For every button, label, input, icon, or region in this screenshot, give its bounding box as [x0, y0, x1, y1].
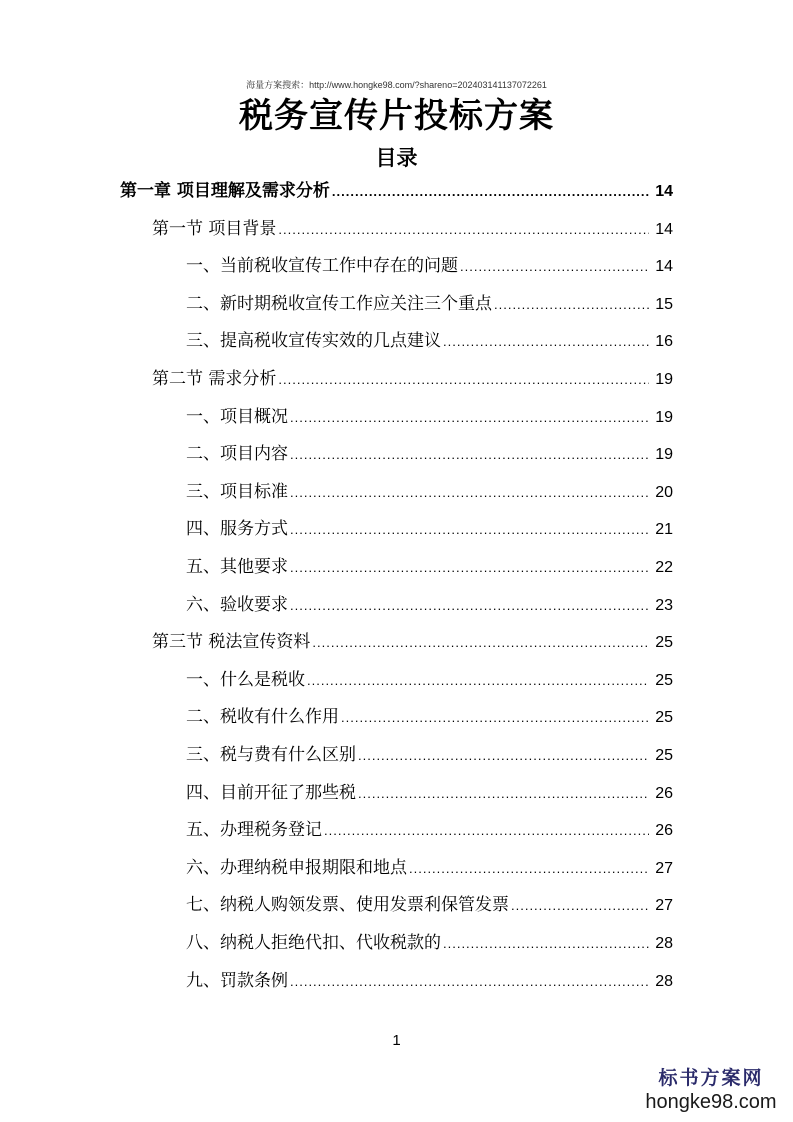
toc-entry-page: 20 — [655, 483, 673, 501]
toc-dot-leader — [460, 252, 649, 282]
toc-dot-leader — [312, 628, 649, 658]
toc-entry-title: 六、办理纳税申报期限和地点 — [186, 857, 407, 878]
toc-entry-title: 三、税与费有什么区别 — [186, 745, 356, 765]
toc-entry-page: 25 — [655, 634, 673, 652]
watermark-en-text: hongke98.com — [645, 1091, 777, 1113]
toc-entry-item[interactable] — [186, 326, 673, 356]
toc-entry-item[interactable] — [186, 928, 673, 958]
toc-entry-page: 21 — [655, 521, 673, 539]
toc-entry-title: 二、项目内容 — [186, 444, 288, 465]
toc-entry-item[interactable] — [186, 966, 673, 996]
toc-entry-page: 14 — [655, 220, 673, 238]
toc-entry-page: 28 — [655, 935, 673, 952]
toc-dot-leader — [290, 403, 649, 433]
toc-entry-title: 一、项目概况 — [186, 406, 288, 427]
toc-entry-item[interactable] — [186, 552, 673, 582]
toc-entry-chapter[interactable] — [120, 176, 673, 206]
toc-dot-leader — [290, 515, 649, 545]
toc-entry-item[interactable] — [186, 702, 673, 732]
toc-dot-leader — [324, 816, 649, 846]
toc-entry-item[interactable] — [186, 815, 673, 845]
toc-dot-leader — [290, 553, 649, 583]
toc-entry-title: 三、项目标准 — [186, 481, 288, 502]
toc-entry-page: 14 — [655, 258, 673, 276]
header-url-line[interactable]: 海量方案搜索：http://www.hongke98.com/?shareno=20240314113707226​1 — [246, 80, 547, 90]
toc-entry-item[interactable] — [186, 251, 673, 281]
toc-dot-leader — [332, 177, 649, 207]
toc-entry-title: 八、纳税人拒绝代扣、代收税款的 — [186, 933, 441, 953]
toc-entry-title: 一、当前税收宣传工作中存在的问题 — [186, 256, 458, 277]
toc-dot-leader — [511, 891, 649, 921]
toc-entry-title: 第一章 项目理解及需求分析 — [120, 181, 330, 201]
toc-entry-title: 第一节 项目背景 — [152, 218, 277, 239]
toc-entry-title: 六、验收要求 — [186, 594, 288, 615]
toc-entry-title: 二、税收有什么作用 — [186, 707, 339, 728]
toc-entry-page: 27 — [655, 859, 673, 877]
toc-entry-page: 25 — [655, 709, 673, 727]
toc-entry-item[interactable] — [186, 590, 673, 620]
toc-entry-title: 第三节 税法宣传资料 — [152, 632, 311, 653]
toc-dot-leader — [443, 929, 649, 959]
toc-entry-item[interactable] — [186, 402, 673, 432]
toc-entry-section[interactable] — [152, 627, 673, 657]
toc-entry-item[interactable] — [186, 514, 673, 544]
toc-dot-leader — [290, 440, 649, 470]
toc-dot-leader — [358, 741, 649, 771]
toc-entry-title: 一、什么是税收 — [186, 669, 305, 690]
toc-entry-item[interactable] — [186, 477, 673, 507]
toc-entry-page: 15 — [655, 295, 673, 313]
toc-dot-leader — [443, 327, 649, 357]
toc-entry-title: 四、目前开征了那些税 — [186, 782, 356, 803]
toc-entry-title: 七、纳税人购领发票、使用发票利保管发票 — [186, 895, 509, 916]
toc-entry-page: 26 — [655, 784, 673, 802]
toc-entry-page: 25 — [655, 747, 673, 764]
toc-entry-title: 三、提高税收宣传实效的几点建议 — [186, 331, 441, 352]
toc-entry-title: 二、新时期税收宣传工作应关注三个重点 — [186, 293, 492, 314]
toc-dot-leader — [409, 854, 649, 884]
toc-entry-page: 14 — [655, 183, 673, 200]
toc-dot-leader — [290, 591, 649, 621]
toc-dot-leader — [290, 478, 649, 508]
toc-entry-page: 19 — [655, 408, 673, 426]
toc-entry-title: 第二节 需求分析 — [152, 369, 277, 389]
toc-dot-leader — [307, 666, 649, 696]
toc-entry-item[interactable] — [186, 778, 673, 808]
toc-entry-item[interactable] — [186, 890, 673, 920]
toc-entry-section[interactable] — [152, 364, 673, 394]
toc-dot-leader — [290, 967, 649, 997]
toc-dot-leader — [278, 215, 649, 245]
toc-entry-title: 九、罚款条例 — [186, 970, 288, 991]
toc-entry-page: 19 — [655, 371, 673, 388]
site-watermark — [641, 1066, 781, 1114]
toc-entry-section[interactable] — [152, 214, 673, 244]
toc-dot-leader — [494, 290, 649, 320]
toc-heading: 目录 — [375, 146, 418, 170]
page-number: 1 — [392, 1032, 401, 1049]
toc-entry-item[interactable] — [186, 853, 673, 883]
toc-entry-page: 25 — [655, 671, 673, 689]
toc-entry-page: 27 — [655, 897, 673, 915]
toc-entry-title: 五、其他要求 — [186, 557, 288, 577]
toc-entry-page: 19 — [655, 446, 673, 464]
toc-entry-title: 四、服务方式 — [186, 519, 288, 540]
toc-entry-page: 26 — [655, 822, 673, 840]
toc-entry-page: 28 — [655, 972, 673, 990]
toc-dot-leader — [358, 779, 649, 809]
document-title: 税务宣传片投标方案 — [239, 96, 554, 136]
toc-dot-leader — [341, 703, 649, 733]
toc-entry-page: 22 — [655, 559, 673, 576]
toc-entry-page: 23 — [655, 596, 673, 614]
toc-dot-leader — [278, 365, 649, 395]
toc-entry-page: 16 — [655, 333, 673, 351]
toc-entry-item[interactable] — [186, 740, 673, 770]
toc-entry-item[interactable] — [186, 439, 673, 469]
toc-entry-title: 五、办理税务登记 — [186, 820, 322, 841]
watermark-cn-text: 标书方案网 — [658, 1067, 764, 1089]
toc-entry-item[interactable] — [186, 665, 673, 695]
toc-entry-item[interactable] — [186, 289, 673, 319]
